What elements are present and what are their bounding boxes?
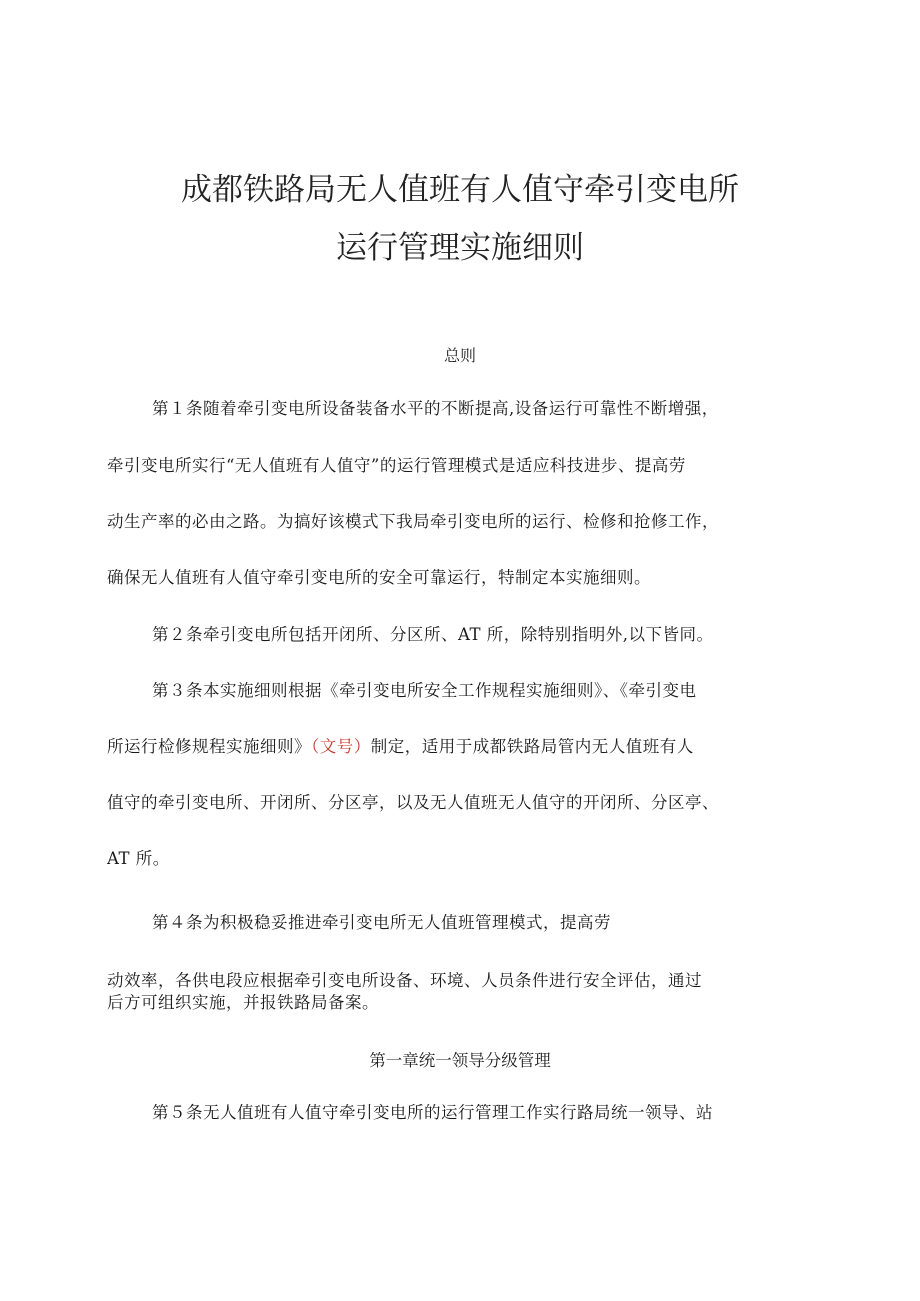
article-3-line-2-b: 制定，适用于成都铁路局管内无人值班有人 bbox=[370, 737, 694, 756]
article-1-line-1: 第１条随着牵引变电所设备装备水平的不断提高,设备运行可靠性不断增强， bbox=[152, 399, 719, 418]
article-5 bbox=[107, 1102, 823, 1124]
section-heading-general: 总则 bbox=[443, 346, 476, 365]
article-3-cont-1 bbox=[107, 736, 823, 758]
article-3-line-3: 值守的牵引变电所、开闭所、分区亭，以及无人值班无人值守的开闭所、分区亭、 bbox=[107, 793, 719, 812]
article-4-line-3: 后方可组织实施，并报铁路局备案。 bbox=[107, 993, 379, 1012]
article-1 bbox=[107, 398, 823, 420]
document-title-line2: 运行管理实施细则 bbox=[336, 230, 584, 266]
article-2 bbox=[107, 624, 823, 646]
article-3-cont-3 bbox=[107, 848, 823, 870]
document-number-placeholder: （文号） bbox=[311, 737, 371, 756]
article-4-line-1: 第４条为积极稳妥推进牵引变电所无人值班管理模式，提高劳 bbox=[152, 913, 611, 932]
article-4-line-2: 动效率，各供电段应根据牵引变电所设备、环境、人员条件进行安全评估，通过 bbox=[107, 971, 702, 990]
article-1-cont-3 bbox=[107, 567, 823, 589]
article-2-line-1: 第２条牵引变电所包括开闭所、分区所、AT 所，除特别指明外,以下皆同。 bbox=[152, 625, 714, 644]
article-4-cont bbox=[107, 970, 823, 1014]
document-title-line1: 成都铁路局无人值班有人值守牵引变电所 bbox=[181, 172, 739, 208]
article-1-line-4: 确保无人值班有人值守牵引变电所的安全可靠运行，特制定本实施细则。 bbox=[107, 568, 651, 587]
article-3-cont-2 bbox=[107, 792, 823, 814]
article-4 bbox=[107, 912, 823, 934]
article-3-line-4: AT 所。 bbox=[107, 849, 170, 868]
article-1-cont-2 bbox=[107, 511, 823, 533]
article-1-line-2: 牵引变电所实行“无人值班有人值守”的运行管理模式是适应科技进步、提高劳 bbox=[107, 456, 686, 475]
article-3 bbox=[107, 680, 823, 702]
article-3-line-1: 第３条本实施细则根据《牵引变电所安全工作规程实施细则》、《牵引变电 bbox=[152, 681, 697, 700]
chapter-1-heading: 第一章统一领导分级管理 bbox=[369, 1051, 551, 1070]
article-3-line-2-a: 所运行检修规程实施细则》 bbox=[107, 737, 311, 756]
article-1-cont-1 bbox=[107, 455, 823, 477]
article-3-line-2 bbox=[107, 736, 823, 758]
article-1-line-3: 动生产率的必由之路。为搞好该模式下我局牵引变电所的运行、检修和抢修工作， bbox=[107, 512, 719, 531]
article-5-line-1: 第５条无人值班有人值守牵引变电所的运行管理工作实行路局统一领导、站 bbox=[152, 1103, 713, 1122]
